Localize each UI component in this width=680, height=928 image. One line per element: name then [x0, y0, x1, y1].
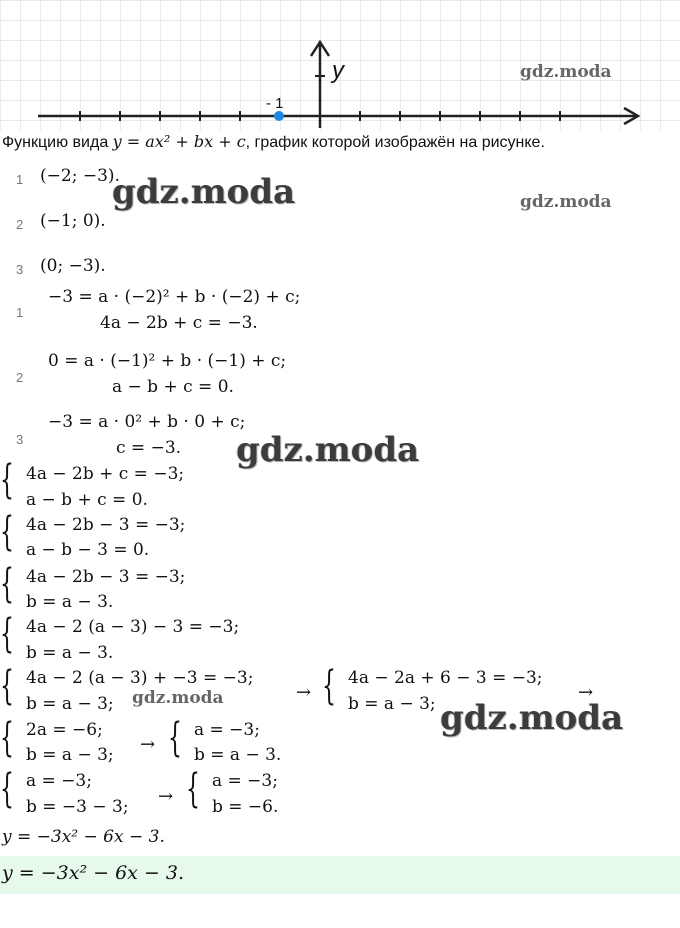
substitution-line: a − b + c = 0. — [112, 377, 234, 397]
system-brace: { — [186, 766, 200, 812]
system-line: a = −3; — [26, 771, 92, 791]
intro-formula: y = ax² + bx + c — [112, 132, 246, 151]
watermark: gdz.moda — [440, 698, 624, 738]
point-number: 1 — [16, 172, 24, 187]
system-line: b = a − 3. — [26, 592, 114, 612]
watermark: gdz.moda — [132, 688, 224, 708]
system-line: b = a − 3; — [26, 694, 114, 714]
point-item: (−2; −3). — [40, 166, 120, 186]
watermark: gdz.moda — [236, 430, 420, 470]
system-line: a = −3; — [212, 771, 278, 791]
system-line: 4a − 2b − 3 = −3; — [26, 567, 186, 587]
result-formula: y = −3x² − 6x − 3. — [2, 827, 165, 847]
watermark: gdz.moda — [112, 172, 296, 212]
substitution-number: 1 — [16, 305, 24, 320]
system-line: b = −6. — [212, 797, 279, 817]
system-line: 4a − 2b + c = −3; — [26, 464, 185, 484]
substitution-line: 0 = a · (−1)² + b · (−1) + c; — [48, 351, 287, 371]
implies-arrow: → — [578, 682, 594, 703]
substitution-line: −3 = a · 0² + b · 0 + c; — [48, 412, 246, 432]
substitution-line: c = −3. — [116, 438, 182, 458]
graph-watermark: gdz.moda — [520, 62, 612, 82]
y-axis-label: y — [332, 57, 344, 84]
system-line: 4a − 2a + 6 − 3 = −3; — [348, 668, 543, 688]
system-line: b = a − 3; — [348, 694, 436, 714]
system-brace: { — [168, 715, 182, 761]
system-brace: { — [0, 561, 14, 607]
system-line: a − b − 3 = 0. — [26, 540, 150, 560]
system-brace: { — [322, 663, 336, 709]
system-brace: { — [0, 766, 14, 812]
system-line: a = −3; — [194, 720, 260, 740]
system-brace: { — [0, 663, 14, 709]
system-brace: { — [0, 611, 14, 657]
watermark: gdz.moda — [520, 192, 612, 212]
point-item: (−1; 0). — [40, 211, 106, 231]
implies-arrow: → — [140, 734, 156, 755]
point-number: 2 — [16, 217, 24, 232]
system-line: b = a − 3. — [194, 745, 282, 765]
answer-formula: y = −3x² − 6x − 3. — [2, 862, 185, 884]
system-brace: { — [0, 509, 14, 555]
system-brace: { — [0, 457, 14, 503]
point-item: (0; −3). — [40, 256, 106, 276]
vertex-point — [274, 111, 284, 121]
implies-arrow: → — [158, 786, 174, 807]
system-line: b = a − 3; — [26, 745, 114, 765]
system-line: b = a − 3. — [26, 643, 114, 663]
intro-prefix: Функцию вида — [2, 134, 113, 151]
system-line: a − b + c = 0. — [26, 490, 148, 510]
system-brace: { — [0, 715, 14, 761]
implies-arrow: → — [296, 682, 312, 703]
intro-suffix: , график которой изображён на рисунке. — [245, 134, 545, 151]
system-line: 2a = −6; — [26, 720, 103, 740]
function-graph — [0, 0, 680, 130]
intro-text — [2, 132, 545, 152]
substitution-line: 4a − 2b + c = −3. — [100, 313, 258, 333]
substitution-number: 2 — [16, 370, 24, 385]
system-line: b = −3 − 3; — [26, 797, 129, 817]
substitution-number: 3 — [16, 432, 24, 447]
point-number: 3 — [16, 262, 24, 277]
x-tick-label: - 1 — [266, 95, 284, 112]
system-line: 4a − 2b − 3 = −3; — [26, 515, 186, 535]
system-line: 4a − 2 (a − 3) − 3 = −3; — [26, 617, 240, 637]
substitution-line: −3 = a · (−2)² + b · (−2) + c; — [48, 287, 301, 307]
system-line: 4a − 2 (a − 3) + −3 = −3; — [26, 668, 254, 688]
